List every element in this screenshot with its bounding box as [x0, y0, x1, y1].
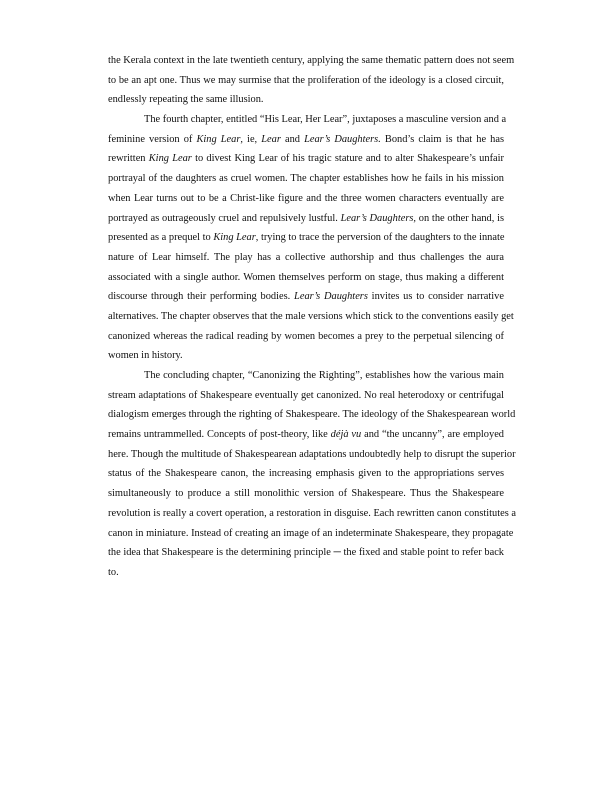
text-run: the idea that Shakespeare is the determining principle ─ the fixed and stable point to refer back: [108, 547, 504, 559]
text-line: [108, 130, 504, 150]
text-run: women in history.: [108, 350, 183, 362]
paragraph: [108, 110, 514, 366]
text-run: endlessly repeating the same illusion.: [108, 94, 264, 106]
text-line: [108, 425, 504, 445]
text-run: discourse through their performing bodies.: [108, 291, 295, 303]
text-line: [108, 405, 516, 425]
text-line: [108, 51, 515, 71]
text-run: remains untrammelled. Concepts of post-theory, like: [108, 429, 331, 441]
text-line: [108, 504, 516, 524]
text-line: [108, 386, 504, 406]
italic-title: King Lear: [148, 153, 192, 165]
italic-title: Lear: [261, 133, 281, 145]
text-run: dialogism emerges through the righting of Shakespeare. The ideology of the Shakespearean world: [108, 409, 516, 421]
text-run: , trying to trace the perversion of the daughters to the innate: [255, 232, 505, 244]
text-run: to divest King Lear of his tragic stature and to alter Shakespeare’s unfair: [191, 153, 504, 165]
italic-title: Lear’s Daughters.: [304, 133, 381, 145]
text-line: [108, 287, 504, 307]
text-run: portrayal of the daughters as cruel women. The chapter establishes how he fails in his mission: [108, 173, 504, 185]
text-run: The concluding chapter, “Canonizing the Righting”, establishes how the various main: [144, 370, 504, 381]
text-run: and “the uncanny”, are employed: [361, 429, 504, 441]
paragraph: [108, 51, 515, 110]
text-run: nature of Lear himself. The play has a collective authorship and thus challenges the aura: [108, 251, 504, 263]
text-line: [108, 327, 504, 347]
text-line: [108, 228, 504, 248]
text-line: [108, 71, 504, 91]
text-line: [108, 524, 514, 544]
text-line: [108, 484, 504, 504]
text-run: The fourth chapter, entitled “His Lear, Her Lear”, juxtaposes a masculine version and a: [144, 114, 507, 126]
body-text: [108, 51, 516, 583]
text-run: stream adaptations of Shakespeare eventually get canonized. No real heterodoxy or centrifugal: [108, 389, 504, 401]
text-run: Bond’s claim is that he has: [380, 133, 505, 145]
text-line: [108, 169, 504, 189]
text-run: status of the Shakespeare canon, the increasing emphasis given to the appropriations serves: [108, 468, 504, 480]
text-run: on the other hand, is: [416, 212, 504, 224]
text-run: and: [280, 133, 305, 145]
text-run: rewritten: [108, 153, 149, 165]
text-run: feminine version of: [108, 133, 197, 145]
text-line: [108, 307, 514, 327]
text-line: [108, 248, 504, 268]
italic-title: déjà vu: [330, 429, 362, 441]
text-run: revolution is really a covert operation, a restoration in disguise. Each rewritten canon constitutes a: [108, 507, 516, 519]
text-run: to.: [108, 566, 119, 578]
text-line: [108, 90, 504, 110]
text-run: when Lear turns out to be a Christ-like figure and the three women characters eventually are: [108, 192, 504, 204]
text-run: here. Though the multitude of Shakespearean adaptations undoubtedly help to disrupt the superior: [108, 448, 516, 460]
italic-title: Lear’s Daughters: [294, 291, 368, 303]
text-run: simultaneously to produce a still monolithic version of Shakespeare. Thus the Shakespeare: [108, 488, 504, 500]
text-run: invites us to consider narrative: [367, 291, 504, 303]
text-line: [108, 209, 504, 229]
text-line: [108, 445, 516, 465]
text-run: the Kerala context in the late twentieth century, applying the same thematic pattern does not seem: [108, 55, 515, 66]
text-line: [108, 268, 504, 288]
italic-title: King Lear: [213, 232, 256, 244]
italic-title: King Lear: [196, 133, 241, 145]
text-run: portrayed as outrageously cruel and repulsively lustful.: [108, 212, 341, 224]
text-line: [108, 110, 507, 130]
text-line: [108, 346, 504, 366]
text-run: canonized whereas the radical reading by women becomes a prey to the perpetual silencing of: [108, 330, 504, 342]
italic-title: Lear’s Daughters,: [340, 212, 417, 224]
text-run: , ie,: [240, 133, 262, 145]
text-run: to be an apt one. Thus we may surmise that the proliferation of the ideology is a closed circuit,: [108, 74, 504, 86]
text-line: [108, 543, 504, 563]
text-run: presented as a prequel to: [108, 232, 214, 244]
text-line: [108, 149, 504, 169]
text-run: canon in miniature. Instead of creating an image of an indeterminate Shakespeare, they propagate: [108, 527, 514, 539]
paragraph: [108, 366, 516, 583]
text-line: [108, 464, 504, 484]
text-run: associated with a single author. Women themselves perform on stage, thus making a different: [108, 271, 504, 283]
text-line: [108, 366, 504, 386]
text-run: alternatives. The chapter observes that the male versions which stick to the conventions easily get: [108, 310, 514, 322]
text-line: [108, 563, 504, 583]
text-line: [108, 189, 504, 209]
